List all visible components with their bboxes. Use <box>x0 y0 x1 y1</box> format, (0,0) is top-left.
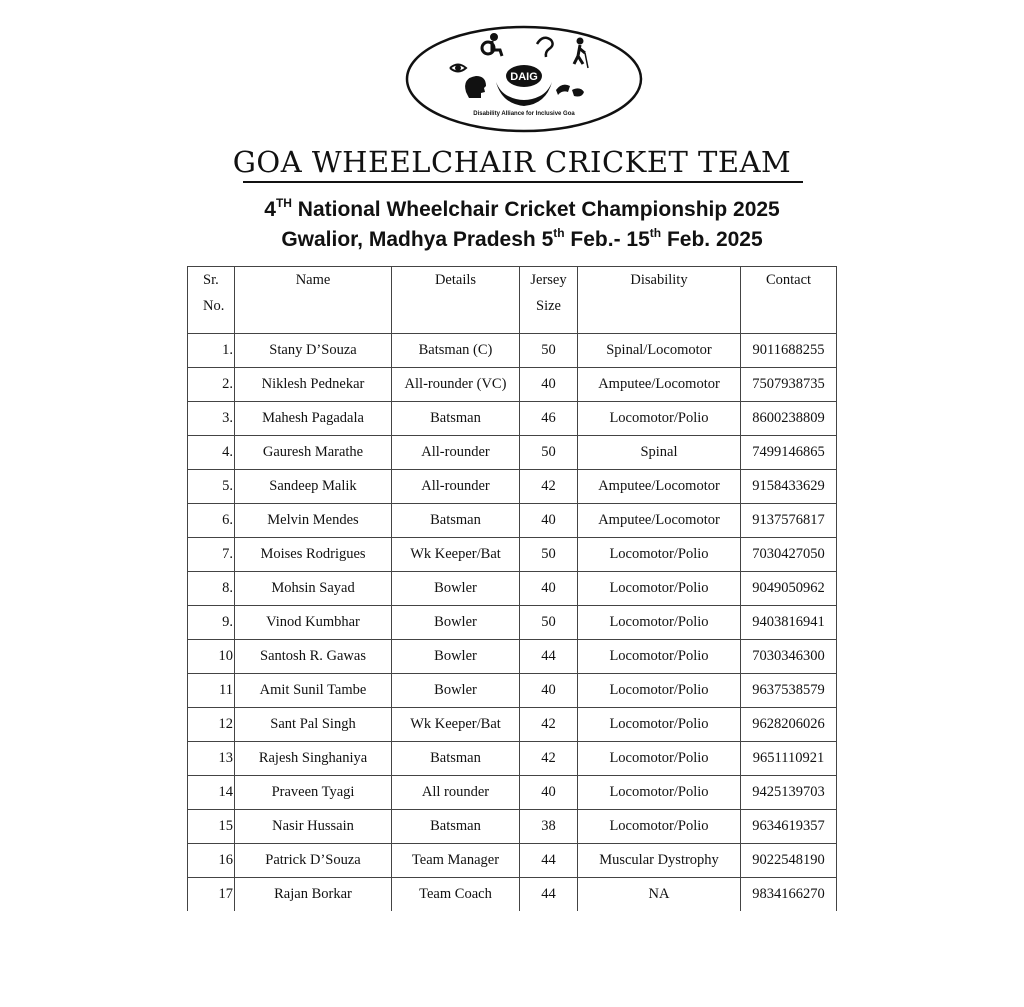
table-row <box>188 640 837 674</box>
cell-details: Batsman <box>392 742 520 776</box>
sign-language-icon <box>556 85 584 97</box>
wheelchair-icon <box>482 35 502 57</box>
cell-contact: 7030427050 <box>741 538 837 572</box>
cell-details: All rounder <box>392 776 520 810</box>
cell-disability: Locomotor/Polio <box>578 776 741 810</box>
cell-jersey-size: 42 <box>520 470 578 504</box>
cell-details: Team Manager <box>392 844 520 878</box>
table-row <box>188 674 837 708</box>
col-header-sr-no: Sr. No. <box>188 267 235 334</box>
cell-name: Moises Rodrigues <box>235 538 392 572</box>
cell-sr-no: 5. <box>188 470 235 504</box>
cell-contact: 9022548190 <box>741 844 837 878</box>
cell-name: Praveen Tyagi <box>235 776 392 810</box>
cell-contact: 8600238809 <box>741 402 837 436</box>
cell-jersey-size: 40 <box>520 674 578 708</box>
cell-jersey-size: 44 <box>520 844 578 878</box>
table-row <box>188 470 837 504</box>
cell-sr-no: 10 <box>188 640 235 674</box>
table-row <box>188 878 837 912</box>
cell-contact: 9634619357 <box>741 810 837 844</box>
cell-contact: 7499146865 <box>741 436 837 470</box>
team-title: GOA WHEELCHAIR CRICKET TEAM <box>232 145 792 179</box>
cell-sr-no: 14 <box>188 776 235 810</box>
table-header-row <box>188 267 837 334</box>
cell-details: All-rounder <box>392 470 520 504</box>
cell-contact: 9628206026 <box>741 708 837 742</box>
cell-details: Team Coach <box>392 878 520 912</box>
cell-name: Mahesh Pagadala <box>235 402 392 436</box>
eye-icon <box>450 65 466 72</box>
cell-contact: 9403816941 <box>741 606 837 640</box>
cell-details: Batsman <box>392 810 520 844</box>
cell-name: Gauresh Marathe <box>235 436 392 470</box>
col-header-contact: Contact <box>741 267 837 334</box>
cell-jersey-size: 50 <box>520 606 578 640</box>
cell-disability: Spinal/Locomotor <box>578 334 741 368</box>
table-row <box>188 436 837 470</box>
cell-details: Wk Keeper/Bat <box>392 708 520 742</box>
table-row <box>188 606 837 640</box>
col-header-disability: Disability <box>578 267 741 334</box>
cell-sr-no: 8. <box>188 572 235 606</box>
cell-disability: Locomotor/Polio <box>578 538 741 572</box>
table-row <box>188 334 837 368</box>
table-row <box>188 368 837 402</box>
cell-jersey-size: 40 <box>520 572 578 606</box>
cell-sr-no: 13 <box>188 742 235 776</box>
table-row <box>188 538 837 572</box>
col-header-name: Name <box>235 267 392 334</box>
cell-name: Vinod Kumbhar <box>235 606 392 640</box>
cell-contact: 9049050962 <box>741 572 837 606</box>
cell-jersey-size: 44 <box>520 640 578 674</box>
cell-jersey-size: 50 <box>520 436 578 470</box>
cell-sr-no: 2. <box>188 368 235 402</box>
cell-sr-no: 6. <box>188 504 235 538</box>
cell-disability: Muscular Dystrophy <box>578 844 741 878</box>
cell-disability: Locomotor/Polio <box>578 674 741 708</box>
cell-details: All-rounder (VC) <box>392 368 520 402</box>
cell-sr-no: 1. <box>188 334 235 368</box>
cell-details: Batsman (C) <box>392 334 520 368</box>
cell-details: Wk Keeper/Bat <box>392 538 520 572</box>
table-row <box>188 708 837 742</box>
cell-details: Batsman <box>392 504 520 538</box>
cell-name: Amit Sunil Tambe <box>235 674 392 708</box>
logo-caption: Disability Alliance for Inclusive Goa <box>473 111 575 117</box>
cell-name: Rajan Borkar <box>235 878 392 912</box>
cell-disability: Amputee/Locomotor <box>578 504 741 538</box>
cell-contact: 9637538579 <box>741 674 837 708</box>
head-profile-icon <box>465 76 486 98</box>
cell-name: Santosh R. Gawas <box>235 640 392 674</box>
col-header-jersey-size: Jersey Size <box>520 267 578 334</box>
cell-jersey-size: 42 <box>520 742 578 776</box>
cell-name: Mohsin Sayad <box>235 572 392 606</box>
cell-sr-no: 9. <box>188 606 235 640</box>
logo-text: DAIG <box>510 71 538 83</box>
cell-disability: NA <box>578 878 741 912</box>
cell-details: Bowler <box>392 640 520 674</box>
championship-title: 4TH National Wheelchair Cricket Championship 2025 <box>264 196 780 221</box>
cell-sr-no: 12 <box>188 708 235 742</box>
cell-name: Sant Pal Singh <box>235 708 392 742</box>
cell-name: Patrick D’Souza <box>235 844 392 878</box>
cell-jersey-size: 50 <box>520 334 578 368</box>
cell-name: Sandeep Malik <box>235 470 392 504</box>
cell-name: Stany D’Souza <box>235 334 392 368</box>
table-row <box>188 810 837 844</box>
col-header-details: Details <box>392 267 520 334</box>
cell-contact: 9651110921 <box>741 742 837 776</box>
cell-details: Bowler <box>392 606 520 640</box>
cell-sr-no: 15 <box>188 810 235 844</box>
cell-jersey-size: 40 <box>520 776 578 810</box>
table-row <box>188 742 837 776</box>
cell-details: Bowler <box>392 572 520 606</box>
cell-disability: Locomotor/Polio <box>578 708 741 742</box>
logo-emblem-icon <box>404 24 644 134</box>
cell-jersey-size: 50 <box>520 538 578 572</box>
cell-sr-no: 3. <box>188 402 235 436</box>
team-roster-table <box>187 266 837 911</box>
daig-logo <box>404 24 644 134</box>
venue-dates: Gwalior, Madhya Pradesh 5th Feb.- 15th Feb. 2025 <box>281 226 763 251</box>
cell-disability: Spinal <box>578 436 741 470</box>
table-body <box>188 334 837 912</box>
cell-disability: Locomotor/Polio <box>578 810 741 844</box>
table-row <box>188 402 837 436</box>
table-row <box>188 776 837 810</box>
cell-jersey-size: 38 <box>520 810 578 844</box>
cell-disability: Locomotor/Polio <box>578 402 741 436</box>
cell-disability: Locomotor/Polio <box>578 640 741 674</box>
cell-sr-no: 11 <box>188 674 235 708</box>
cell-contact: 9425139703 <box>741 776 837 810</box>
table-row <box>188 504 837 538</box>
cell-jersey-size: 40 <box>520 368 578 402</box>
cell-disability: Amputee/Locomotor <box>578 368 741 402</box>
cell-sr-no: 4. <box>188 436 235 470</box>
cell-disability: Locomotor/Polio <box>578 606 741 640</box>
cell-contact: 7507938735 <box>741 368 837 402</box>
cell-disability: Locomotor/Polio <box>578 742 741 776</box>
table-row <box>188 572 837 606</box>
cell-details: Batsman <box>392 402 520 436</box>
cell-sr-no: 17 <box>188 878 235 912</box>
cell-contact: 9011688255 <box>741 334 837 368</box>
walking-person-icon <box>574 38 588 68</box>
cell-details: Bowler <box>392 674 520 708</box>
cell-contact: 7030346300 <box>741 640 837 674</box>
cell-name: Niklesh Pednekar <box>235 368 392 402</box>
title-underline <box>243 181 803 183</box>
table-row <box>188 844 837 878</box>
cell-jersey-size: 46 <box>520 402 578 436</box>
cell-name: Melvin Mendes <box>235 504 392 538</box>
cell-name: Nasir Hussain <box>235 810 392 844</box>
cell-contact: 9834166270 <box>741 878 837 912</box>
cell-contact: 9158433629 <box>741 470 837 504</box>
cell-contact: 9137576817 <box>741 504 837 538</box>
cell-jersey-size: 42 <box>520 708 578 742</box>
cell-details: All-rounder <box>392 436 520 470</box>
cell-sr-no: 16 <box>188 844 235 878</box>
cell-jersey-size: 44 <box>520 878 578 912</box>
cell-jersey-size: 40 <box>520 504 578 538</box>
cell-name: Rajesh Singhaniya <box>235 742 392 776</box>
cell-disability: Amputee/Locomotor <box>578 470 741 504</box>
cell-sr-no: 7. <box>188 538 235 572</box>
cell-disability: Locomotor/Polio <box>578 572 741 606</box>
ear-icon <box>537 38 553 57</box>
